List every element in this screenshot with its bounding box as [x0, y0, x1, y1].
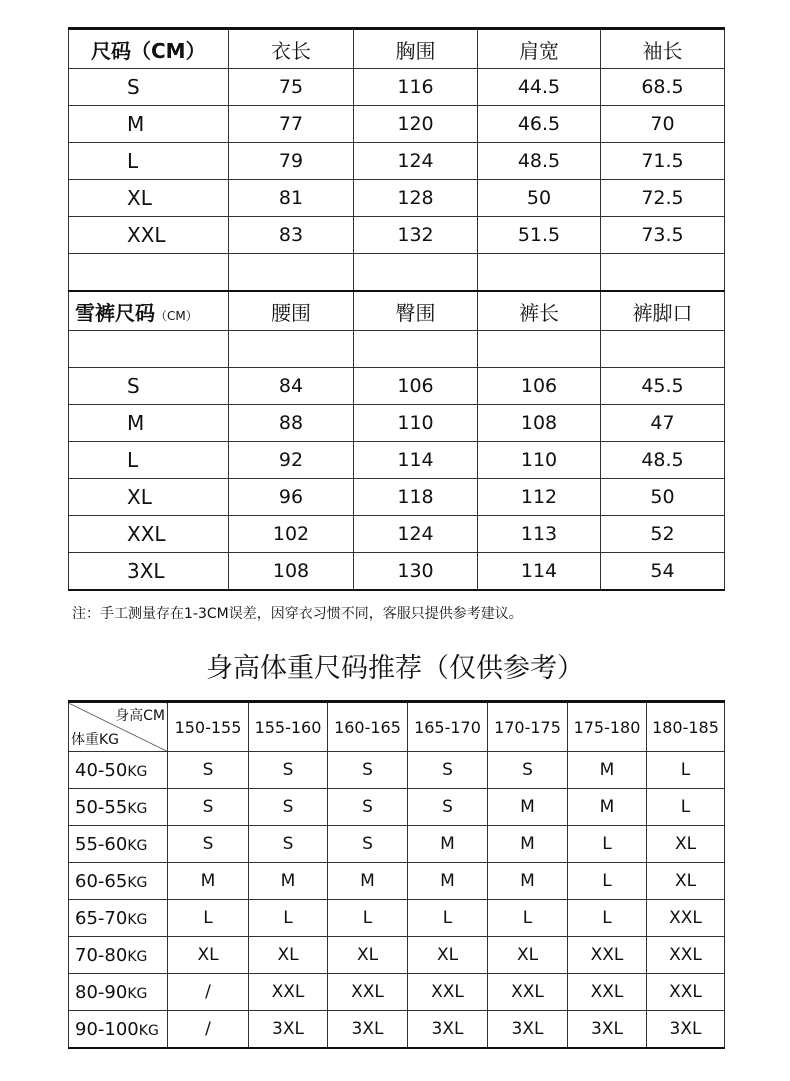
- table-cell: 54: [601, 553, 725, 591]
- measurement-note: 注：手工测量存在1-3CM误差，因穿衣习惯不同，客服只提供参考建议。: [72, 606, 523, 622]
- size-cell: XXL: [647, 937, 725, 974]
- empty-cell: [229, 331, 354, 368]
- table-row: [69, 702, 725, 752]
- table-cell: 96: [229, 479, 354, 516]
- size-cell: S: [328, 789, 408, 826]
- empty-cell: [601, 331, 725, 368]
- table-cell: 110: [478, 442, 601, 479]
- size-cell: /: [168, 1011, 249, 1049]
- table-cell: 70: [601, 106, 725, 143]
- size-cell: XXL: [328, 974, 408, 1011]
- table-cell: XXL: [69, 217, 229, 254]
- size-cell: 3XL: [408, 1011, 488, 1049]
- size-cell: S: [328, 826, 408, 863]
- size-cell: S: [488, 752, 568, 789]
- weight-unit: KG: [138, 1022, 159, 1039]
- recommendation-title: 身高体重尺码推荐（仅供参考）: [206, 653, 584, 684]
- table-row: [69, 368, 725, 405]
- size-cell: 3XL: [568, 1011, 647, 1049]
- table-cell: XL: [69, 479, 229, 516]
- size-cell: /: [168, 974, 249, 1011]
- header-cell: 袖长: [601, 29, 725, 69]
- size-cell: M: [488, 863, 568, 900]
- table-cell: 116: [354, 69, 478, 106]
- table-cell: 73.5: [601, 217, 725, 254]
- height-header: 170-175: [488, 702, 568, 752]
- table-cell: 110: [354, 405, 478, 442]
- table-cell: 106: [478, 368, 601, 405]
- table-cell: 84: [229, 368, 354, 405]
- size-cell: XL: [647, 863, 725, 900]
- weight-unit: KG: [127, 800, 148, 817]
- pants-size-label: 雪裤尺码: [75, 300, 155, 325]
- pants-size-header: [69, 291, 229, 331]
- table-row: [69, 974, 725, 1011]
- weight-label: [69, 1011, 168, 1049]
- table-row: [69, 937, 725, 974]
- table-row: [69, 291, 725, 331]
- size-cell: L: [647, 752, 725, 789]
- table-row: [69, 442, 725, 479]
- table-cell: 132: [354, 217, 478, 254]
- table-cell: L: [69, 442, 229, 479]
- height-header: 180-185: [647, 702, 725, 752]
- empty-cell: [478, 254, 601, 292]
- header-cell: 肩宽: [478, 29, 601, 69]
- weight-range: 80-90: [75, 981, 128, 1003]
- table-cell: 44.5: [478, 69, 601, 106]
- table-cell: 50: [601, 479, 725, 516]
- size-cell: M: [328, 863, 408, 900]
- recommendation-table: [68, 700, 725, 1049]
- weight-range: 70-80: [75, 944, 128, 966]
- size-cell: L: [568, 826, 647, 863]
- weight-range: 90-100: [75, 1018, 139, 1040]
- table-cell: 48.5: [478, 143, 601, 180]
- table-cell: 108: [229, 553, 354, 591]
- size-cell: M: [168, 863, 249, 900]
- table-cell: 52: [601, 516, 725, 553]
- pants-size-unit: （CM）: [155, 308, 198, 323]
- height-header: 165-170: [408, 702, 488, 752]
- table-cell: 46.5: [478, 106, 601, 143]
- size-cell: XL: [328, 937, 408, 974]
- table-cell: 128: [354, 180, 478, 217]
- weight-axis-label: 体重KG: [71, 732, 120, 748]
- table-cell: 48.5: [601, 442, 725, 479]
- table-cell: 113: [478, 516, 601, 553]
- empty-cell: [69, 331, 229, 368]
- table-cell: 77: [229, 106, 354, 143]
- table-row: [69, 900, 725, 937]
- table-cell: 124: [354, 143, 478, 180]
- height-header: 155-160: [249, 702, 328, 752]
- size-cell: XXL: [568, 974, 647, 1011]
- size-cell: M: [408, 826, 488, 863]
- table-cell: 71.5: [601, 143, 725, 180]
- size-cell: 3XL: [328, 1011, 408, 1049]
- table-row: [69, 516, 725, 553]
- weight-unit: KG: [127, 948, 148, 965]
- size-cell: L: [408, 900, 488, 937]
- table-cell: L: [69, 143, 229, 180]
- size-cell: S: [168, 752, 249, 789]
- table-cell: 81: [229, 180, 354, 217]
- table-cell: 51.5: [478, 217, 601, 254]
- height-axis-label: 身高CM: [115, 708, 165, 724]
- table-cell: M: [69, 405, 229, 442]
- table-row: [69, 331, 725, 368]
- table-cell: M: [69, 106, 229, 143]
- size-cell: XL: [647, 826, 725, 863]
- table-cell: 108: [478, 405, 601, 442]
- weight-label: [69, 789, 168, 826]
- size-cell: XL: [488, 937, 568, 974]
- size-table: [68, 27, 725, 591]
- table-cell: 75: [229, 69, 354, 106]
- table-row: [69, 180, 725, 217]
- table-cell: 72.5: [601, 180, 725, 217]
- weight-range: 60-65: [75, 870, 128, 892]
- weight-label: [69, 974, 168, 1011]
- table-cell: 114: [478, 553, 601, 591]
- empty-cell: [69, 254, 229, 292]
- header-cell: 裤长: [478, 291, 601, 331]
- table-row: [69, 29, 725, 69]
- weight-unit: KG: [127, 911, 148, 928]
- size-cell: S: [249, 789, 328, 826]
- table-cell: 130: [354, 553, 478, 591]
- header-cell: 衣长: [229, 29, 354, 69]
- header-cell: 臀围: [354, 291, 478, 331]
- height-header: 160-165: [328, 702, 408, 752]
- table-row: [69, 254, 725, 292]
- size-cell: L: [568, 900, 647, 937]
- table-row: [69, 143, 725, 180]
- size-cell: M: [249, 863, 328, 900]
- header-cell: 腰围: [229, 291, 354, 331]
- table-cell: S: [69, 69, 229, 106]
- table-cell: 124: [354, 516, 478, 553]
- table-cell: 102: [229, 516, 354, 553]
- header-cell: 胸围: [354, 29, 478, 69]
- height-header: 150-155: [168, 702, 249, 752]
- corner-header-cell: [69, 702, 168, 752]
- size-cell: S: [408, 752, 488, 789]
- size-cell: XXL: [249, 974, 328, 1011]
- table-cell: 83: [229, 217, 354, 254]
- weight-range: 40-50: [75, 759, 128, 781]
- empty-cell: [354, 254, 478, 292]
- table-cell: 114: [354, 442, 478, 479]
- size-cell: M: [568, 752, 647, 789]
- table-cell: 79: [229, 143, 354, 180]
- table-row: [69, 106, 725, 143]
- weight-unit: KG: [127, 985, 148, 1002]
- size-cell: S: [168, 826, 249, 863]
- table-cell: 106: [354, 368, 478, 405]
- size-cell: XL: [168, 937, 249, 974]
- size-cell: M: [488, 789, 568, 826]
- size-cell: 3XL: [488, 1011, 568, 1049]
- header-cell: 尺码（CM）: [69, 29, 229, 69]
- weight-range: 50-55: [75, 796, 128, 818]
- size-cell: XXL: [408, 974, 488, 1011]
- size-cell: L: [168, 900, 249, 937]
- size-cell: S: [328, 752, 408, 789]
- table-cell: 45.5: [601, 368, 725, 405]
- table-cell: 92: [229, 442, 354, 479]
- size-cell: L: [488, 900, 568, 937]
- header-cell: 裤脚口: [601, 291, 725, 331]
- weight-range: 55-60: [75, 833, 128, 855]
- table-cell: 88: [229, 405, 354, 442]
- table-cell: S: [69, 368, 229, 405]
- size-cell: S: [249, 826, 328, 863]
- weight-unit: KG: [127, 837, 148, 854]
- table-row: [69, 217, 725, 254]
- size-cell: 3XL: [647, 1011, 725, 1049]
- size-cell: XL: [249, 937, 328, 974]
- size-cell: XXL: [647, 974, 725, 1011]
- size-cell: S: [249, 752, 328, 789]
- empty-cell: [601, 254, 725, 292]
- weight-label: [69, 752, 168, 789]
- weight-label: [69, 937, 168, 974]
- size-cell: M: [408, 863, 488, 900]
- size-cell: S: [408, 789, 488, 826]
- weight-unit: KG: [127, 874, 148, 891]
- empty-cell: [478, 331, 601, 368]
- size-cell: M: [488, 826, 568, 863]
- weight-range: 65-70: [75, 907, 128, 929]
- size-cell: L: [249, 900, 328, 937]
- table-row: [69, 826, 725, 863]
- size-cell: 3XL: [249, 1011, 328, 1049]
- size-cell: M: [568, 789, 647, 826]
- table-cell: 68.5: [601, 69, 725, 106]
- table-row: [69, 1011, 725, 1049]
- table-row: [69, 752, 725, 789]
- size-cell: XL: [408, 937, 488, 974]
- weight-label: [69, 900, 168, 937]
- table-cell: 118: [354, 479, 478, 516]
- size-cell: XXL: [568, 937, 647, 974]
- table-cell: 3XL: [69, 553, 229, 591]
- table-cell: 112: [478, 479, 601, 516]
- empty-cell: [354, 331, 478, 368]
- size-cell: XXL: [488, 974, 568, 1011]
- table-cell: XL: [69, 180, 229, 217]
- size-cell: S: [168, 789, 249, 826]
- height-header: 175-180: [568, 702, 647, 752]
- table-row: [69, 863, 725, 900]
- empty-cell: [229, 254, 354, 292]
- weight-label: [69, 863, 168, 900]
- table-row: [69, 789, 725, 826]
- size-cell: XXL: [647, 900, 725, 937]
- table-row: [69, 405, 725, 442]
- weight-unit: KG: [127, 763, 148, 780]
- table-cell: 47: [601, 405, 725, 442]
- table-row: [69, 553, 725, 591]
- table-cell: 50: [478, 180, 601, 217]
- weight-label: [69, 826, 168, 863]
- table-cell: XXL: [69, 516, 229, 553]
- table-row: [69, 69, 725, 106]
- size-cell: L: [647, 789, 725, 826]
- size-cell: L: [568, 863, 647, 900]
- table-row: [69, 479, 725, 516]
- table-cell: 120: [354, 106, 478, 143]
- size-cell: L: [328, 900, 408, 937]
